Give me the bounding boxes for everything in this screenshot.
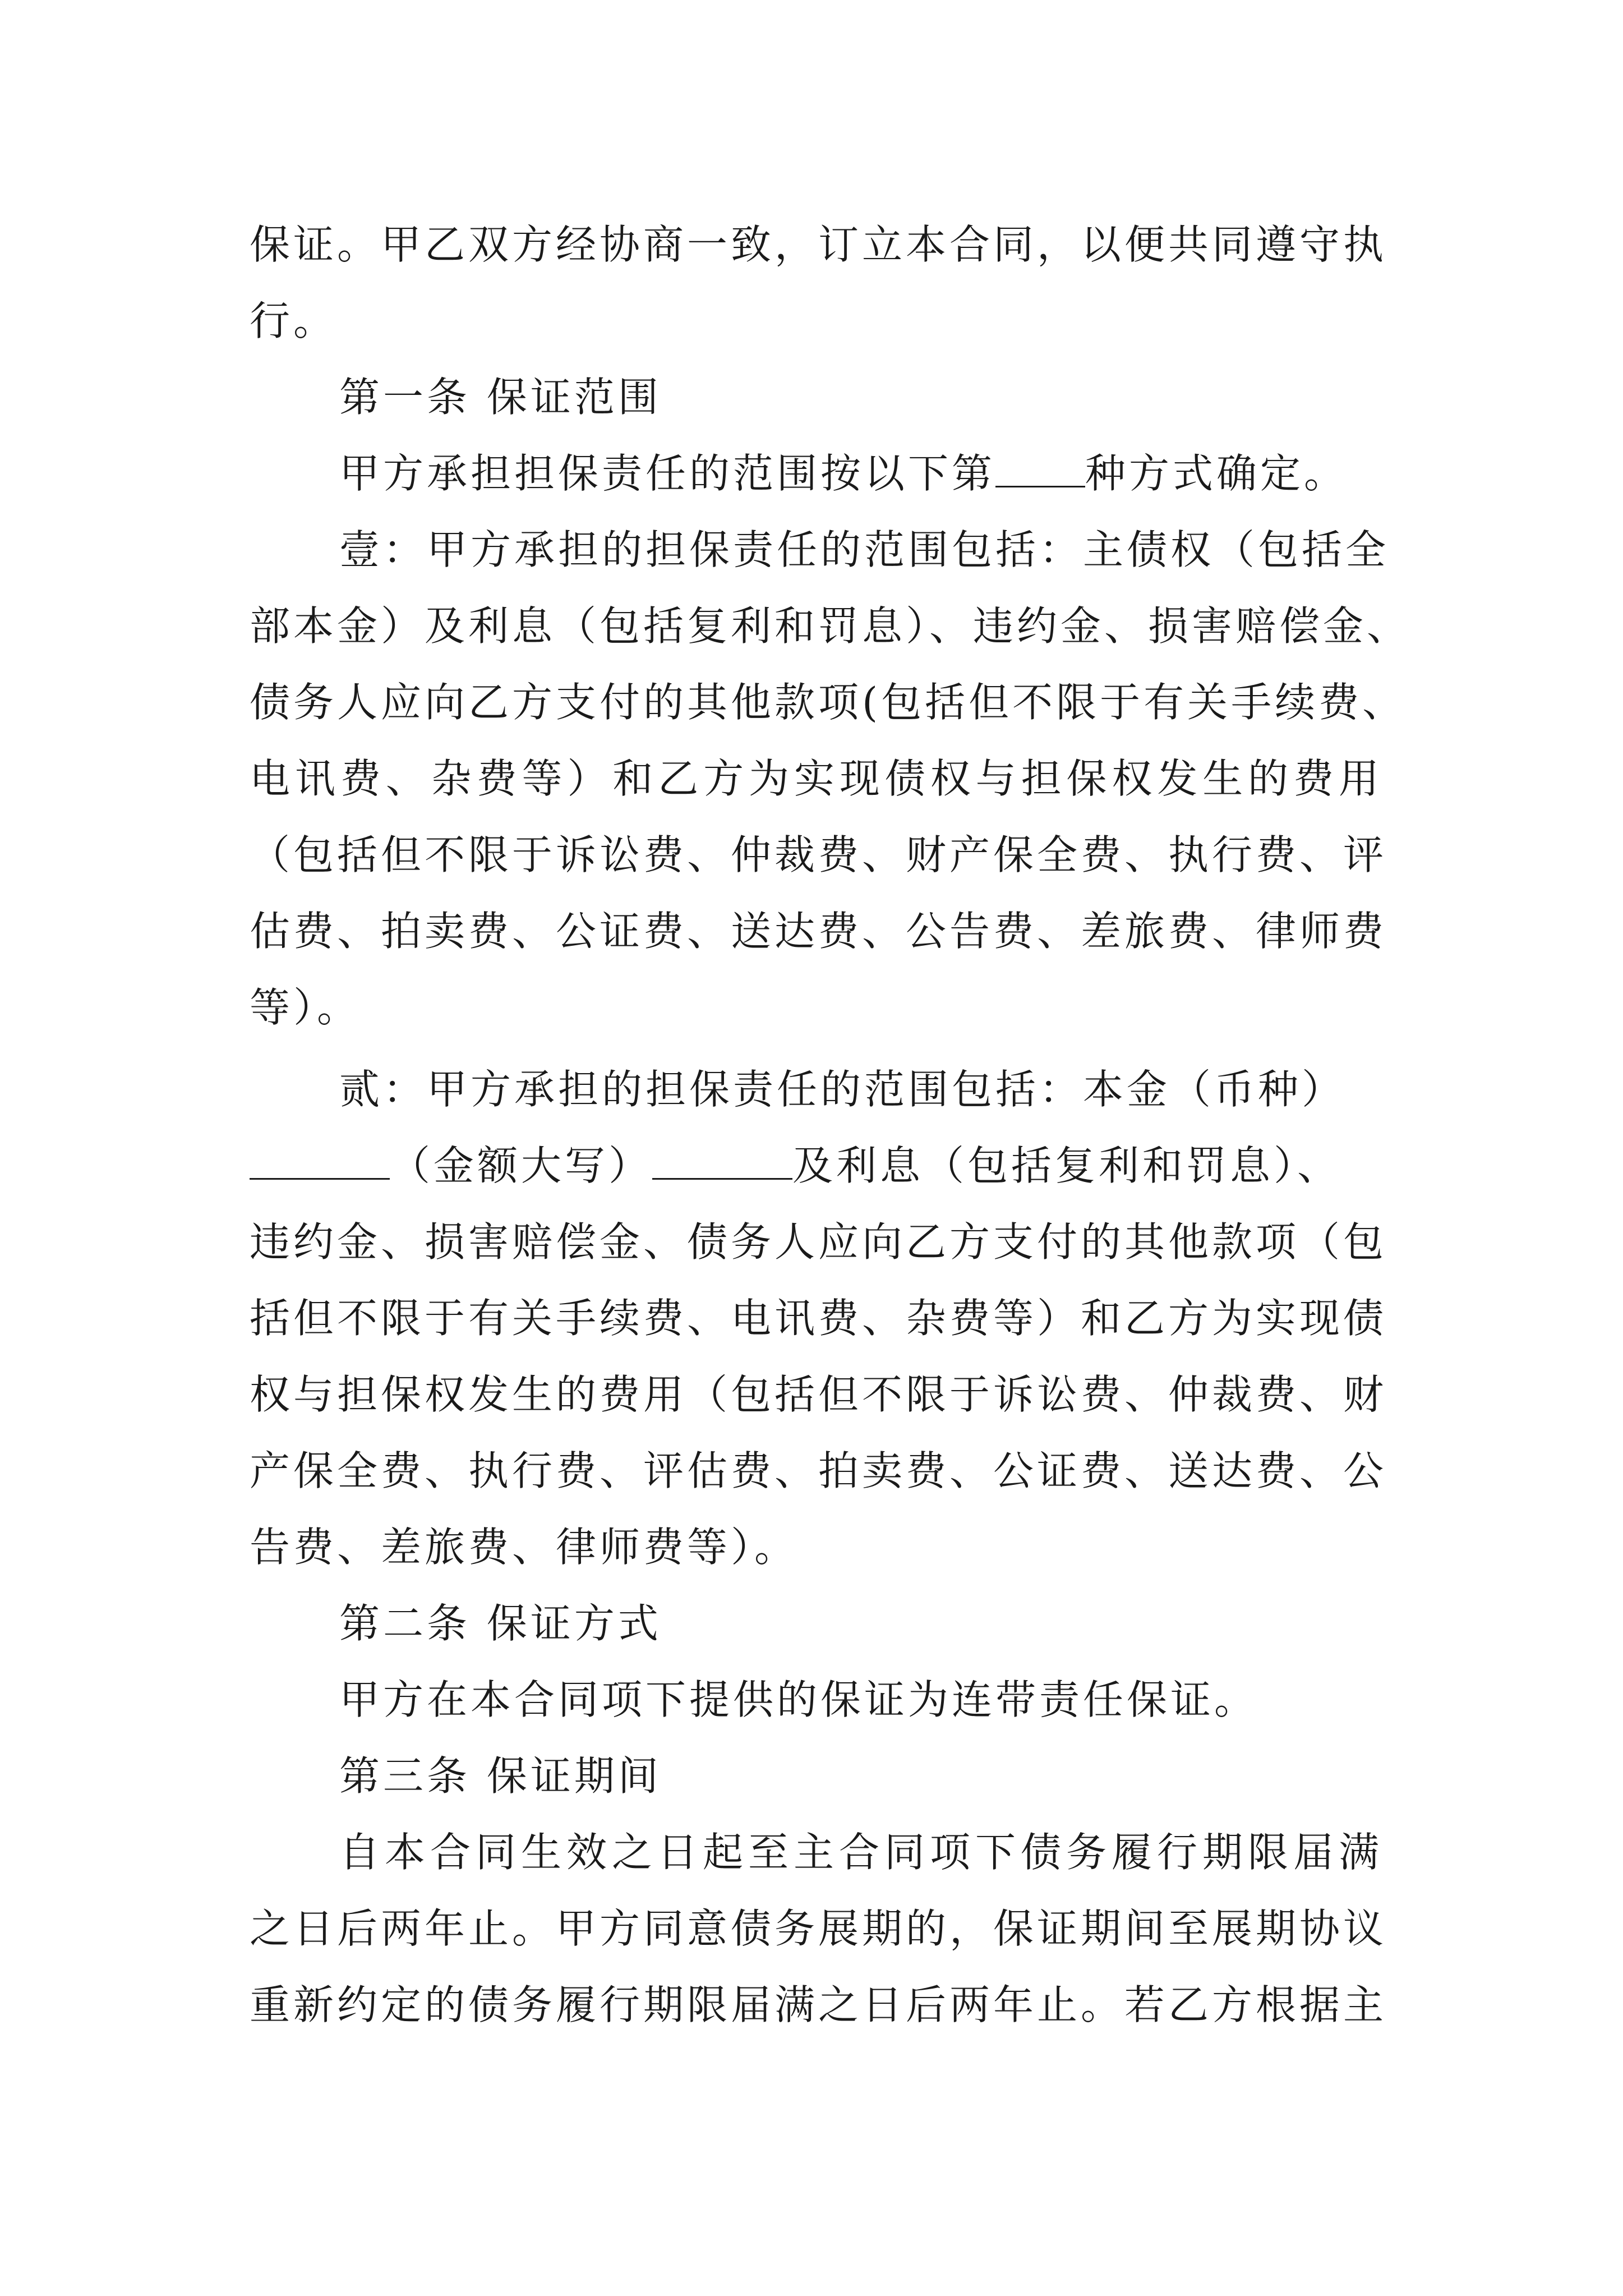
paragraph-line: 估费、拍卖费、公证费、送达费、公告费、差旅费、律师费 (250, 908, 1387, 955)
paragraph-line (250, 435, 1382, 512)
interest-clause: 及利息（包括复利和罚息）、 (792, 1142, 1341, 1189)
paragraph-line: 括但不限于有关手续费、电讯费、杂费等）和乙方为实现债 (250, 1295, 1387, 1342)
paragraph-line: 违约金、损害赔偿金、债务人应向乙方支付的其他款项（包 (250, 1218, 1387, 1266)
paragraph-line (250, 1128, 1382, 1204)
paragraph-line: 壹：甲方承担的担保责任的范围包括：主债权（包括全 (339, 526, 1390, 573)
paragraph-line: 等）。 (250, 984, 361, 1031)
paragraph-line: 保证。甲乙双方经协商一致，订立本合同，以便共同遵守执 (250, 221, 1387, 268)
paragraph-line: 债务人应向乙方支付的其他款项(包括但不限于有关手续费、 (250, 679, 1407, 726)
scope-method-suffix: 种方式确定。 (1085, 450, 1348, 497)
paragraph-line: 行。 (250, 297, 338, 344)
paragraph-line: 产保全费、执行费、评估费、拍卖费、公证费、送达费、公 (250, 1447, 1387, 1494)
paragraph-line: 贰：甲方承担的担保责任的范围包括：本金（币种） (339, 1066, 1346, 1113)
document-page (250, 206, 1411, 2043)
paragraph-line: 部本金）及利息（包括复利和罚息）、违约金、损害赔偿金、 (250, 602, 1411, 650)
paragraph-line: 之日后两年止。甲方同意债务展期的，保证期间至展期协议 (250, 1905, 1387, 1952)
section-heading: 第三条 保证期间 (339, 1752, 662, 1800)
scope-method-prefix: 甲方承担担保责任的范围按以下第 (339, 450, 996, 497)
section-heading: 第二条 保证方式 (339, 1600, 662, 1647)
paragraph-line: 自本合同生效之日起至主合同项下债务履行期限届满 (339, 1829, 1382, 1876)
paragraph-line: 甲方在本合同项下提供的保证为连带责任保证。 (339, 1676, 1258, 1723)
amount-label: （金额大写） (390, 1142, 653, 1189)
paragraph-line: 重新约定的债务履行期限届满之日后两年止。若乙方根据主 (250, 1981, 1387, 2028)
paragraph-line: 告费、差旅费、律师费等）。 (250, 1524, 799, 1571)
paragraph-line: 电讯费、杂费等）和乙方为实现债权与担保权发生的费用 (250, 755, 1382, 802)
currency-blank[interactable] (250, 1142, 390, 1180)
section-heading: 第一条 保证范围 (339, 374, 662, 421)
fill-blank[interactable] (995, 450, 1085, 487)
amount-blank[interactable] (652, 1142, 792, 1180)
paragraph-line: （包括但不限于诉讼费、仲裁费、财产保全费、执行费、评 (250, 831, 1387, 878)
paragraph-line: 权与担保权发生的费用（包括但不限于诉讼费、仲裁费、财 (250, 1371, 1387, 1418)
